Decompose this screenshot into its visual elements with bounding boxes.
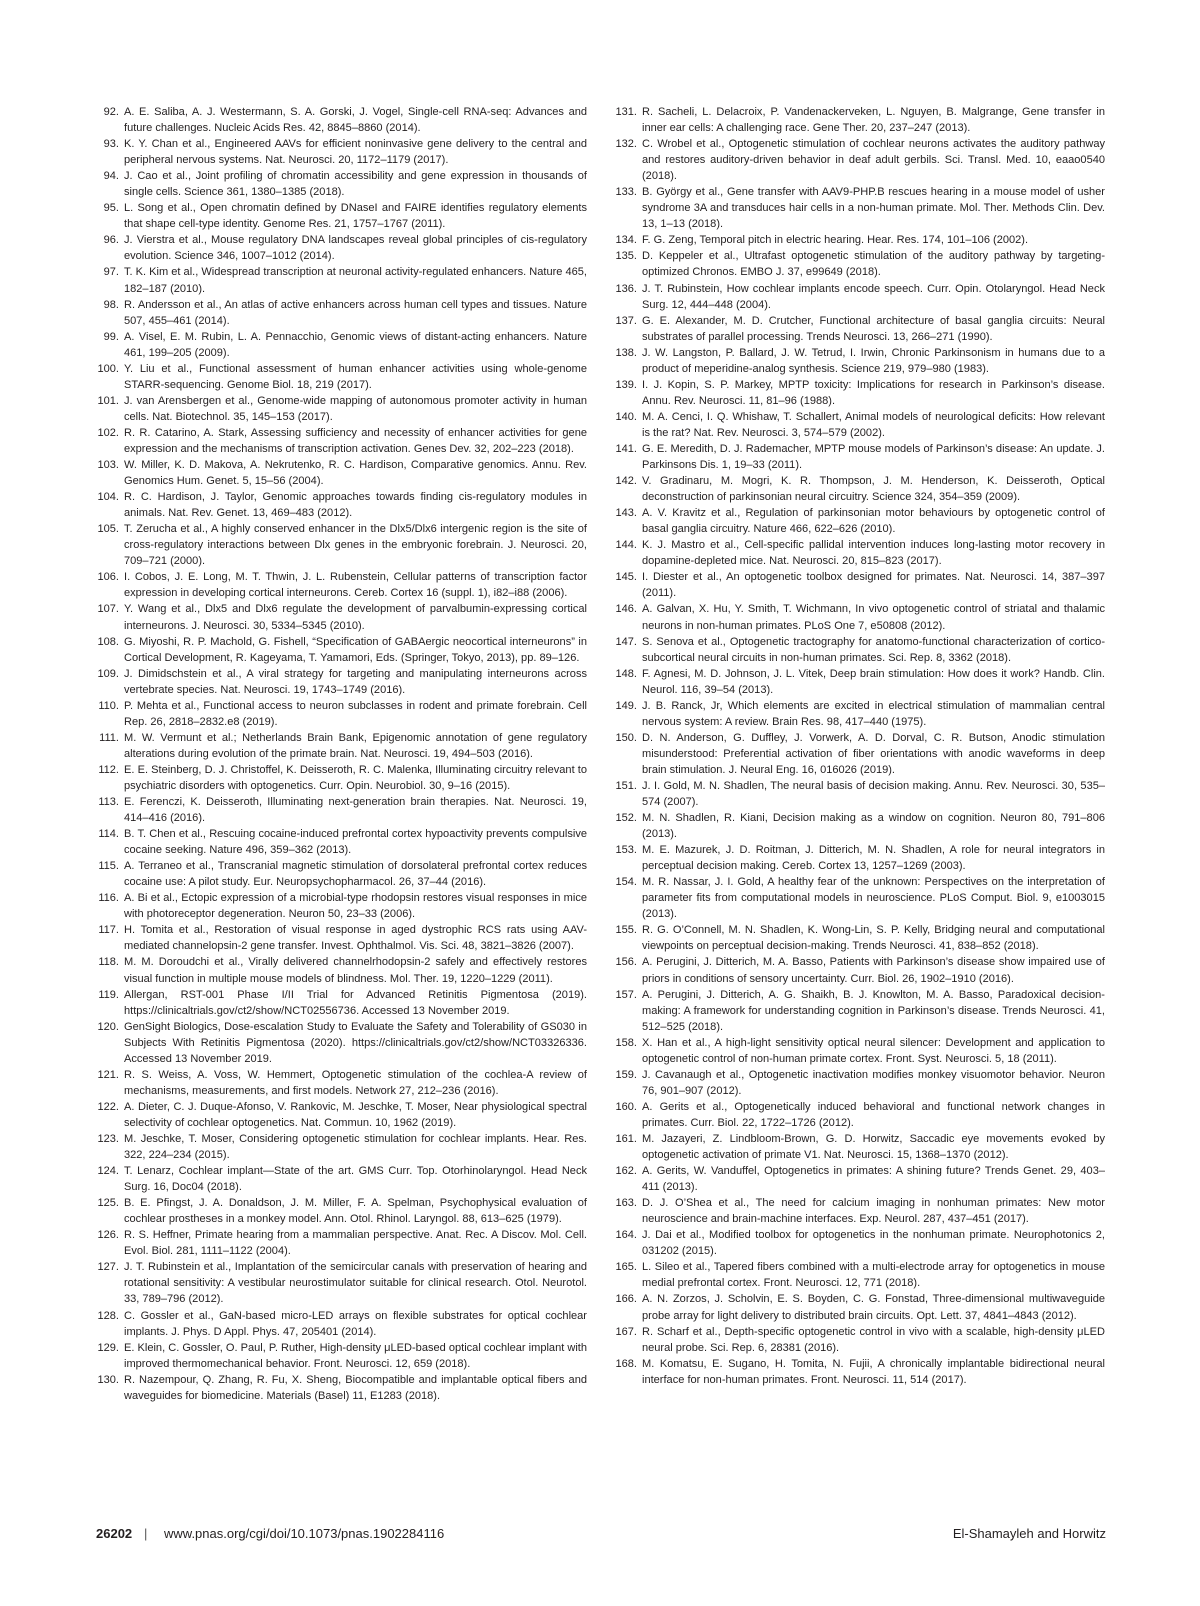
reference-item (96, 762, 587, 794)
reference-item (614, 569, 1105, 601)
reference-number: 114. (98, 828, 119, 841)
reference-number: 95. (103, 202, 119, 215)
reference-item (96, 425, 587, 457)
reference-text: E. Klein, C. Gossler, O. Paul, P. Ruther, High-density μLED-based optical cochlear implant with improved thermomechanical behavior. Front. Neurosci. 12, 659 (2018). (124, 1341, 587, 1370)
reference-item (96, 297, 587, 329)
reference-item (96, 521, 587, 569)
reference-item (614, 1131, 1105, 1163)
doi-link[interactable]: www.pnas.org/cgi/doi/10.1073/pnas.1902284116 (164, 1526, 445, 1541)
reference-number: 160. (615, 1100, 637, 1113)
reference-item (614, 954, 1105, 986)
reference-item (96, 361, 587, 393)
reference-item (614, 922, 1105, 954)
reference-number: 132. (615, 138, 637, 151)
reference-text: C. Gossler et al., GaN-based micro-LED arrays on flexible substrates for optical cochlear implants. J. Phys. D Appl. Phys. 47, 205401 (2014). (124, 1309, 587, 1338)
reference-text: J. B. Ranck, Jr, Which elements are excited in electrical stimulation of mammalian central nervous system: A review. Brain Res. 98, 417–440 (1975). (642, 699, 1105, 728)
reference-text: J. I. Gold, M. N. Shadlen, The neural basis of decision making. Annu. Rev. Neurosci. 30, 535–574 (2007). (642, 779, 1105, 809)
reference-item (96, 922, 587, 954)
reference-text: J. T. Rubinstein et al., Implantation of the semicircular canals with preservation of hearing and rotational sensitivity: A vestibular neurostimulator suitable for clinical research. Otol. Neurotol. 33, 789–796 (2012). (124, 1261, 587, 1306)
reference-number: 115. (98, 860, 119, 873)
reference-text: A. Terraneo et al., Transcranial magnetic stimulation of dorsolateral prefrontal cortex reduces cocaine use: A pilot study. Eur. Neuropsychopharmacol. 26, 37–44 (2016). (124, 860, 587, 889)
reference-item (614, 810, 1105, 842)
reference-text: D. J. O’Shea et al., The need for calcium imaging in nonhuman primates: New motor neuroscience and brain-machine interfaces. Exp. Neurol. 287, 437–451 (2017). (642, 1197, 1105, 1226)
reference-text: T. Zerucha et al., A highly conserved enhancer in the Dlx5/Dlx6 intergenic region is the site of cross-regulatory interactions between Dlx genes in the embryonic forebrain. J. Neurosci. 20, 709–721 (2000). (124, 523, 587, 568)
reference-number: 168. (615, 1357, 637, 1370)
reference-number: 152. (615, 812, 637, 825)
reference-item (96, 1372, 587, 1404)
reference-number: 164. (615, 1229, 637, 1242)
reference-item (96, 457, 587, 489)
reference-number: 108. (97, 635, 119, 648)
reference-number: 133. (615, 186, 637, 199)
reference-text: A. Perugini, J. Ditterich, A. G. Shaikh, B. J. Knowlton, M. A. Basso, Paradoxical decision-making: A framework for understanding cognition in Parkinson’s disease. Trends Neurosci. 41, 512–525 (2018). (642, 988, 1105, 1033)
reference-item (614, 842, 1105, 874)
reference-item (614, 409, 1105, 441)
reference-item (96, 200, 587, 232)
reference-number: 96. (103, 234, 119, 247)
reference-item (96, 954, 587, 986)
reference-item (614, 730, 1105, 778)
reference-number: 101. (97, 394, 119, 407)
reference-item (614, 281, 1105, 313)
reference-item (614, 1291, 1105, 1323)
reference-item (96, 890, 587, 922)
reference-item (614, 184, 1105, 232)
reference-text: R. C. Hardison, J. Taylor, Genomic approaches towards finding cis-regulatory modules in animals. Nat. Rev. Genet. 13, 469–483 (2012). (124, 491, 587, 520)
reference-text: A. E. Saliba, A. J. Westermann, S. A. Gorski, J. Vogel, Single-cell RNA-seq: Advances and future challenges. Nucleic Acids Res. 42, 8845–8860 (2014). (124, 106, 587, 135)
reference-number: 147. (615, 635, 637, 648)
reference-text: F. G. Zeng, Temporal pitch in electric hearing. Hear. Res. 174, 101–106 (2002). (642, 234, 1029, 247)
reference-text: A. Dieter, C. J. Duque-Afonso, V. Rankovic, M. Jeschke, T. Moser, Near physiological spectral selectivity of cochlear optogenetics. Nat. Commun. 10, 1962 (2019). (124, 1100, 587, 1129)
reference-item (96, 1195, 587, 1227)
reference-text: A. Perugini, J. Ditterich, M. A. Basso, Patients with Parkinson’s disease show impaired use of priors in conditions of sensory uncertainty. Curr. Biol. 26, 1902–1910 (2016). (642, 956, 1105, 985)
reference-item (614, 1324, 1105, 1356)
reference-number: 118. (98, 956, 119, 969)
reference-number: 153. (615, 844, 637, 857)
reference-text: M. W. Vermunt et al.; Netherlands Brain Bank, Epigenomic annotation of gene regulatory alterations during evolution of the primate brain. Nat. Neurosci. 19, 494–503 (2016). (124, 731, 587, 760)
reference-item (614, 232, 1105, 248)
reference-number: 137. (615, 314, 637, 327)
reference-item (614, 1067, 1105, 1099)
reference-number: 140. (615, 410, 637, 423)
reference-text: R. S. Heffner, Primate hearing from a mammalian perspective. Anat. Rec. A Discov. Mol. Cell. Evol. Biol. 281, 1111–1122 (2004). (124, 1229, 587, 1258)
reference-text: M. A. Cenci, I. Q. Whishaw, T. Schallert, Animal models of neurological deficits: How relevant is the rat? Nat. Rev. Neurosci. 3, 574–579 (2002). (642, 410, 1105, 439)
reference-number: 163. (615, 1197, 637, 1210)
reference-item (96, 1163, 587, 1195)
reference-text: A. Gerits, W. Vanduffel, Optogenetics in primates: A shining future? Trends Genet. 29, 403–411 (2013). (642, 1165, 1105, 1194)
page-number: 26202 (96, 1526, 133, 1541)
reference-item (614, 698, 1105, 730)
reference-number: 93. (103, 138, 119, 151)
reference-text: I. J. Kopin, S. P. Markey, MPTP toxicity: Implications for research in Parkinson’s disease. Annu. Rev. Neurosci. 11, 81–96 (1988). (642, 378, 1105, 407)
reference-item (614, 1035, 1105, 1067)
reference-number: 154. (615, 876, 637, 889)
reference-text: R. Nazempour, Q. Zhang, R. Fu, X. Sheng, Biocompatible and implantable optical fibers and waveguides for biomedicine. Materials (Basel) 11, E1283 (2018). (124, 1373, 587, 1402)
reference-item (96, 987, 587, 1019)
reference-text: A. V. Kravitz et al., Regulation of parkinsonian motor behaviours by optogenetic control of basal ganglia circuitry. Nature 466, 622–626 (2010). (642, 507, 1105, 536)
reference-text: J. Dimidschstein et al., A viral strategy for targeting and manipulating interneurons across vertebrate species. Nat. Neurosci. 19, 1743–1749 (2016). (124, 667, 587, 696)
reference-text: R. R. Catarino, A. Stark, Assessing sufficiency and necessity of enhancer activities for gene expression and the mechanisms of transcription activation. Genes Dev. 32, 202–223 (2018). (124, 426, 587, 455)
reference-number: 158. (615, 1036, 637, 1049)
reference-number: 122. (97, 1100, 119, 1113)
reference-item (96, 569, 587, 601)
reference-text: T. K. Kim et al., Widespread transcription at neuronal activity-regulated enhancers. Nature 465, 182–187 (2010). (124, 266, 587, 295)
reference-text: B. T. Chen et al., Rescuing cocaine-induced prefrontal cortex hypoactivity prevents compulsive cocaine seeking. Nature 496, 359–362 (2013). (124, 828, 587, 857)
reference-item (614, 313, 1105, 345)
reference-item (96, 329, 587, 361)
reference-text: I. Diester et al., An optogenetic toolbox designed for primates. Nat. Neurosci. 14, 387–397 (2011). (642, 571, 1105, 600)
reference-number: 116. (98, 892, 119, 905)
reference-number: 111. (99, 731, 119, 744)
page-footer (96, 1526, 1106, 1546)
reference-item (96, 1340, 587, 1372)
reference-text: S. Senova et al., Optogenetic tractography for anatomo-functional characterization of cortico-subcortical neural circuits in non-human primates. Sci. Rep. 8, 3362 (2018). (642, 635, 1105, 664)
reference-number: 135. (615, 250, 637, 263)
reference-number: 98. (103, 298, 119, 311)
reference-number: 142. (615, 475, 637, 488)
reference-number: 161. (615, 1133, 637, 1145)
reference-number: 159. (615, 1068, 637, 1081)
reference-text: M. M. Doroudchi et al., Virally delivered channelrhodopsin-2 safely and effectively restores visual function in multiple mouse models of blindness. Mol. Ther. 19, 1220–1229 (2011). (124, 956, 587, 985)
reference-number: 166. (615, 1293, 637, 1306)
reference-item (96, 858, 587, 890)
reference-text: J. Cao et al., Joint profiling of chromatin accessibility and gene expression in thousands of single cells. Science 361, 1380–1385 (2018). (124, 170, 587, 199)
reference-item (96, 826, 587, 858)
reference-number: 150. (615, 731, 637, 744)
reference-number: 100. (97, 362, 119, 375)
reference-item (96, 489, 587, 521)
reference-number: 167. (615, 1325, 637, 1338)
reference-number: 124. (97, 1165, 119, 1178)
reference-text: E. Ferenczi, K. Deisseroth, Illuminating next-generation brain therapies. Nat. Neurosci. 19, 414–416 (2016). (124, 796, 587, 825)
reference-item (614, 634, 1105, 666)
reference-text: K. J. Mastro et al., Cell-specific pallidal intervention induces long-lasting motor recovery in dopamine-depleted mice. Nat. Neurosci. 20, 815–823 (2017). (642, 539, 1105, 568)
reference-text: H. Tomita et al., Restoration of visual response in aged dystrophic RCS rats using AAV-mediated channelopsin-2 gene transfer. Invest. Ophthalmol. Vis. Sci. 48, 3821–3826 (2007). (124, 924, 587, 953)
reference-number: 130. (97, 1373, 119, 1386)
reference-text: A. N. Zorzos, J. Scholvin, E. S. Boyden, C. G. Fonstad, Three-dimensional multiwaveguide probe array for light delivery to distributed brain circuits. Opt. Lett. 37, 4841–4843 (2012). (642, 1293, 1105, 1322)
reference-text: J. Dai et al., Modified toolbox for optogenetics in the nonhuman primate. Neurophotonics 2, 031202 (2015). (642, 1229, 1105, 1258)
reference-text: I. Cobos, J. E. Long, M. T. Thwin, J. L. Rubenstein, Cellular patterns of transcription factor expression in developing cortical interneurons. Cereb. Cortex 16 (suppl. 1), i82–i88 (2006). (124, 571, 587, 600)
reference-text: A. Visel, E. M. Rubin, L. A. Pennacchio, Genomic views of distant-acting enhancers. Nature 461, 199–205 (2009). (124, 330, 587, 359)
reference-text: R. S. Weiss, A. Voss, W. Hemmert, Optogenetic stimulation of the cochlea-A review of mechanisms, measurements, and first models. Network 27, 212–236 (2016). (124, 1068, 587, 1097)
reference-item (614, 345, 1105, 377)
reference-item (614, 601, 1105, 633)
reference-item (614, 505, 1105, 537)
reference-number: 144. (615, 539, 637, 552)
reference-number: 156. (615, 956, 637, 969)
reference-text: M. N. Shadlen, R. Kiani, Decision making as a window on cognition. Neuron 80, 791–806 (2013). (642, 812, 1105, 841)
reference-number: 136. (615, 282, 637, 295)
reference-item (96, 794, 587, 826)
reference-number: 119. (98, 988, 119, 1001)
reference-number: 113. (98, 796, 119, 809)
reference-number: 149. (615, 699, 637, 712)
reference-text: G. Miyoshi, R. P. Machold, G. Fishell, “Specification of GABAergic neocortical interneurons” in Cortical Development, R. Kageyama, T. Yamamori, Eds. (Springer, Tokyo, 2013), pp. 89–126. (124, 635, 587, 664)
reference-text: L. Song et al., Open chromatin defined by DNaseI and FAIRE identifies regulatory elements that shape cell-type identity. Genome Res. 21, 1757–1767 (2011). (124, 202, 587, 231)
reference-text: A. Bi et al., Ectopic expression of a microbial-type rhodopsin restores visual responses in mice with photoreceptor degeneration. Neuron 50, 23–33 (2006). (124, 892, 587, 921)
reference-item (96, 1308, 587, 1340)
reference-text: J. Vierstra et al., Mouse regulatory DNA landscapes reveal global principles of cis-regulatory evolution. Science 346, 1007–1012 (2014). (124, 234, 587, 263)
reference-item (614, 136, 1105, 184)
reference-text: A. Galvan, X. Hu, Y. Smith, T. Wichmann, In vivo optogenetic control of striatal and thalamic neurons in non-human primates. PLoS One 7, e50808 (2012). (642, 603, 1105, 632)
reference-text: E. E. Steinberg, D. J. Christoffel, K. Deisseroth, R. C. Malenka, Illuminating circuitry relevant to psychiatric disorders with optogenetics. Curr. Opin. Neurobiol. 30, 9–16 (2015). (124, 763, 587, 792)
reference-text: B. E. Pfingst, J. A. Donaldson, J. M. Miller, F. A. Spelman, Psychophysical evaluation of cochlear prostheses in a monkey model. Ann. Otol. Rhinol. Laryngol. 88, 613–625 (1979). (124, 1197, 587, 1226)
reference-item (614, 1227, 1105, 1259)
reference-item (96, 634, 587, 666)
reference-item (96, 264, 587, 296)
reference-text: Y. Liu et al., Functional assessment of human enhancer activities using whole-genome STARR-sequencing. Genome Biol. 18, 219 (2017). (124, 362, 587, 391)
reference-item (96, 232, 587, 264)
reference-number: 123. (97, 1133, 119, 1145)
reference-number: 155. (615, 924, 637, 937)
reference-text: K. Y. Chan et al., Engineered AAVs for efficient noninvasive gene delivery to the central and peripheral nervous systems. Nat. Neurosci. 20, 1172–1179 (2017). (124, 138, 587, 167)
reference-number: 97. (103, 266, 119, 279)
reference-text: R. Sacheli, L. Delacroix, P. Vandenackerveken, L. Nguyen, B. Malgrange, Gene transfer in inner ear cells: A challenging race. Gene Ther. 20, 237–247 (2013). (642, 106, 1105, 135)
reference-number: 107. (97, 603, 119, 616)
reference-item (96, 104, 587, 136)
reference-item (96, 698, 587, 730)
reference-number: 94. (103, 170, 119, 183)
reference-item (96, 393, 587, 425)
reference-text: R. Andersson et al., An atlas of active enhancers across human cell types and tissues. Nature 507, 455–461 (2014). (124, 298, 587, 327)
reference-text: W. Miller, K. D. Makova, A. Nekrutenko, R. C. Hardison, Comparative genomics. Annu. Rev. Genomics Hum. Genet. 5, 15–56 (2004). (124, 459, 587, 488)
reference-text: T. Lenarz, Cochlear implant—State of the art. GMS Curr. Top. Otorhinolaryngol. Head Neck Surg. 16, Doc04 (2018). (124, 1165, 587, 1194)
reference-list-right (614, 104, 1105, 1388)
reference-number: 138. (615, 346, 637, 359)
reference-number: 126. (97, 1229, 119, 1242)
reference-text: R. Scharf et al., Depth-specific optogenetic control in vivo with a scalable, high-density μLED neural probe. Sci. Rep. 6, 28381 (2016). (642, 1325, 1105, 1354)
reference-text: M. Jazayeri, Z. Lindbloom-Brown, G. D. Horwitz, Saccadic eye movements evoked by optogenetic activation of primate V1. Nat. Neurosci. 15, 1368–1370 (2012). (642, 1133, 1105, 1162)
reference-item (96, 1019, 587, 1067)
reference-item (614, 778, 1105, 810)
running-authors: El-Shamayleh and Horwitz (952, 1526, 1106, 1541)
reference-number: 104. (97, 491, 119, 504)
reference-number: 151. (615, 779, 637, 792)
reference-number: 128. (97, 1309, 119, 1322)
reference-text: L. Sileo et al., Tapered fibers combined with a multi-electrode array for optogenetics in mouse medial prefrontal cortex. Front. Neurosci. 12, 771 (2018). (642, 1261, 1105, 1290)
reference-text: C. Wrobel et al., Optogenetic stimulation of cochlear neurons activates the auditory pathway and restores auditory-driven behavior in deaf adult gerbils. Sci. Transl. Med. 10, eaao0540 (2018). (642, 138, 1105, 183)
reference-number: 102. (97, 426, 119, 439)
reference-number: 165. (615, 1261, 637, 1274)
reference-number: 120. (97, 1020, 119, 1033)
reference-number: 139. (615, 378, 637, 391)
reference-text: V. Gradinaru, M. Mogri, K. R. Thompson, J. M. Henderson, K. Deisseroth, Optical deconstruction of parkinsonian neural circuitry. Science 324, 354–359 (2009). (642, 475, 1105, 504)
reference-text: M. Komatsu, E. Sugano, H. Tomita, N. Fujii, A chronically implantable bidirectional neural interface for non-human primates. Front. Neurosci. 11, 514 (2017). (642, 1357, 1105, 1386)
reference-number: 148. (615, 667, 637, 680)
reference-item (96, 1227, 587, 1259)
reference-item (614, 473, 1105, 505)
reference-item (614, 1163, 1105, 1195)
reference-number: 112. (98, 763, 119, 776)
reference-number: 99. (103, 330, 119, 343)
footer-separator: | (144, 1526, 148, 1541)
reference-item (96, 1259, 587, 1307)
reference-item (614, 1259, 1105, 1291)
reference-number: 134. (615, 234, 637, 247)
reference-number: 143. (615, 507, 637, 520)
reference-item (614, 104, 1105, 136)
reference-item (96, 136, 587, 168)
reference-number: 145. (615, 571, 637, 584)
reference-number: 106. (97, 571, 119, 584)
reference-text: J. van Arensbergen et al., Genome-wide mapping of autonomous promoter activity in human cells. Nat. Biotechnol. 35, 145–153 (2017). (124, 394, 587, 423)
reference-number: 103. (97, 459, 119, 472)
reference-item (614, 1195, 1105, 1227)
reference-item (96, 666, 587, 698)
reference-item (96, 168, 587, 200)
reference-text: D. N. Anderson, G. Duffley, J. Vorwerk, A. D. Dorval, C. R. Butson, Anodic stimulation misunderstood: Preferential activation of fiber orientations with anodic waveforms in deep brain stimulation. J. Neural Eng. 16, 016026 (2019). (642, 731, 1105, 776)
reference-number: 129. (97, 1341, 119, 1354)
reference-number: 109. (97, 667, 119, 680)
reference-text: R. G. O’Connell, M. N. Shadlen, K. Wong-Lin, S. P. Kelly, Bridging neural and computational viewpoints on perceptual decision-making. Trends Neurosci. 41, 838–852 (2018). (642, 924, 1105, 953)
reference-item (96, 1131, 587, 1163)
reference-number: 131. (615, 106, 637, 118)
reference-text: M. R. Nassar, J. I. Gold, A healthy fear of the unknown: Perspectives on the interpretation of parameter fits from computational models in neuroscience. PLoS Comput. Biol. 9, e1003015 (2013). (642, 876, 1105, 921)
reference-number: 92. (103, 106, 119, 118)
reference-item (614, 441, 1105, 473)
reference-text: D. Keppeler et al., Ultrafast optogenetic stimulation of the auditory pathway by targeting-optimized Chronos. EMBO J. 37, e99649 (2018). (642, 250, 1105, 279)
reference-item (96, 1099, 587, 1131)
reference-number: 105. (97, 523, 119, 536)
reference-text: G. E. Meredith, D. J. Rademacher, MPTP mouse models of Parkinson’s disease: An update. J. Parkinsons Dis. 1, 19–33 (2011). (642, 442, 1105, 472)
reference-number: 127. (97, 1261, 119, 1274)
reference-item (614, 537, 1105, 569)
reference-number: 110. (98, 699, 119, 712)
reference-item (96, 601, 587, 633)
reference-text: J. Cavanaugh et al., Optogenetic inactivation modifies monkey visuomotor behavior. Neuron 76, 901–907 (2012). (642, 1068, 1105, 1097)
reference-number: 121. (97, 1068, 119, 1081)
reference-item (614, 666, 1105, 698)
reference-item (614, 1356, 1105, 1388)
reference-item (614, 874, 1105, 922)
reference-text: J. W. Langston, P. Ballard, J. W. Tetrud, I. Irwin, Chronic Parkinsonism in humans due to a product of meperidine-analog synthesis. Science 219, 979–980 (1983). (642, 346, 1105, 375)
reference-number: 157. (615, 988, 637, 1001)
reference-text: J. T. Rubinstein, How cochlear implants encode speech. Curr. Opin. Otolaryngol. Head Neck Surg. 12, 444–448 (2004). (642, 282, 1105, 311)
reference-text: P. Mehta et al., Functional access to neuron subclasses in rodent and primate forebrain. Cell Rep. 26, 2818–2832.e8 (2019). (124, 699, 587, 728)
reference-item (614, 248, 1105, 280)
reference-number: 141. (615, 442, 637, 455)
reference-item (96, 1067, 587, 1099)
reference-item (614, 1099, 1105, 1131)
reference-text: Allergan, RST-001 Phase I/II Trial for Advanced Retinitis Pigmentosa (2019). https://clinicaltrials.gov/ct2/show/NCT02556736. Accessed 13 November 2019. (124, 988, 587, 1017)
reference-text: M. Jeschke, T. Moser, Considering optogenetic stimulation for cochlear implants. Hear. Res. 322, 224–234 (2015). (124, 1133, 587, 1162)
reference-text: X. Han et al., A high-light sensitivity optical neural silencer: Development and application to optogenetic control of non-human primate cortex. Front. Syst. Neurosci. 5, 18 (2011). (642, 1036, 1105, 1065)
reference-number: 117. (98, 924, 119, 937)
reference-item (614, 377, 1105, 409)
reference-number: 162. (615, 1165, 637, 1178)
reference-text: G. E. Alexander, M. D. Crutcher, Functional architecture of basal ganglia circuits: Neural substrates of parallel processing. Trends Neurosci. 13, 266–271 (1990). (642, 314, 1105, 343)
reference-list-left (96, 104, 587, 1404)
reference-item (96, 730, 587, 762)
reference-item (614, 987, 1105, 1035)
reference-text: M. E. Mazurek, J. D. Roitman, J. Ditterich, M. N. Shadlen, A role for neural integrators in perceptual decision making. Cereb. Cortex 13, 1257–1269 (2003). (642, 844, 1105, 873)
reference-text: F. Agnesi, M. D. Johnson, J. L. Vitek, Deep brain stimulation: How does it work? Handb. Clin. Neurol. 116, 39–54 (2013). (642, 667, 1105, 696)
reference-text: B. György et al., Gene transfer with AAV9-PHP.B rescues hearing in a mouse model of usher syndrome 3A and transduces hair cells in a non-human primate. Mol. Ther. Methods Clin. Dev. 13, 1–13 (2018). (642, 186, 1105, 231)
reference-text: A. Gerits et al., Optogenetically induced behavioral and functional network changes in primates. Curr. Biol. 22, 1722–1726 (2012). (642, 1100, 1105, 1129)
reference-text: GenSight Biologics, Dose-escalation Study to Evaluate the Safety and Tolerability of GS030 in Subjects With Retinitis Pigmentosa (2020). https://clinicaltrials.gov/ct2/show/NCT03326336. Accessed 13 November 2019. (124, 1020, 587, 1065)
reference-number: 146. (615, 603, 637, 616)
reference-text: Y. Wang et al., Dlx5 and Dlx6 regulate the development of parvalbumin-expressing cortical interneurons. J. Neurosci. 30, 5334–5345 (2010). (124, 603, 587, 632)
reference-number: 125. (97, 1197, 119, 1210)
